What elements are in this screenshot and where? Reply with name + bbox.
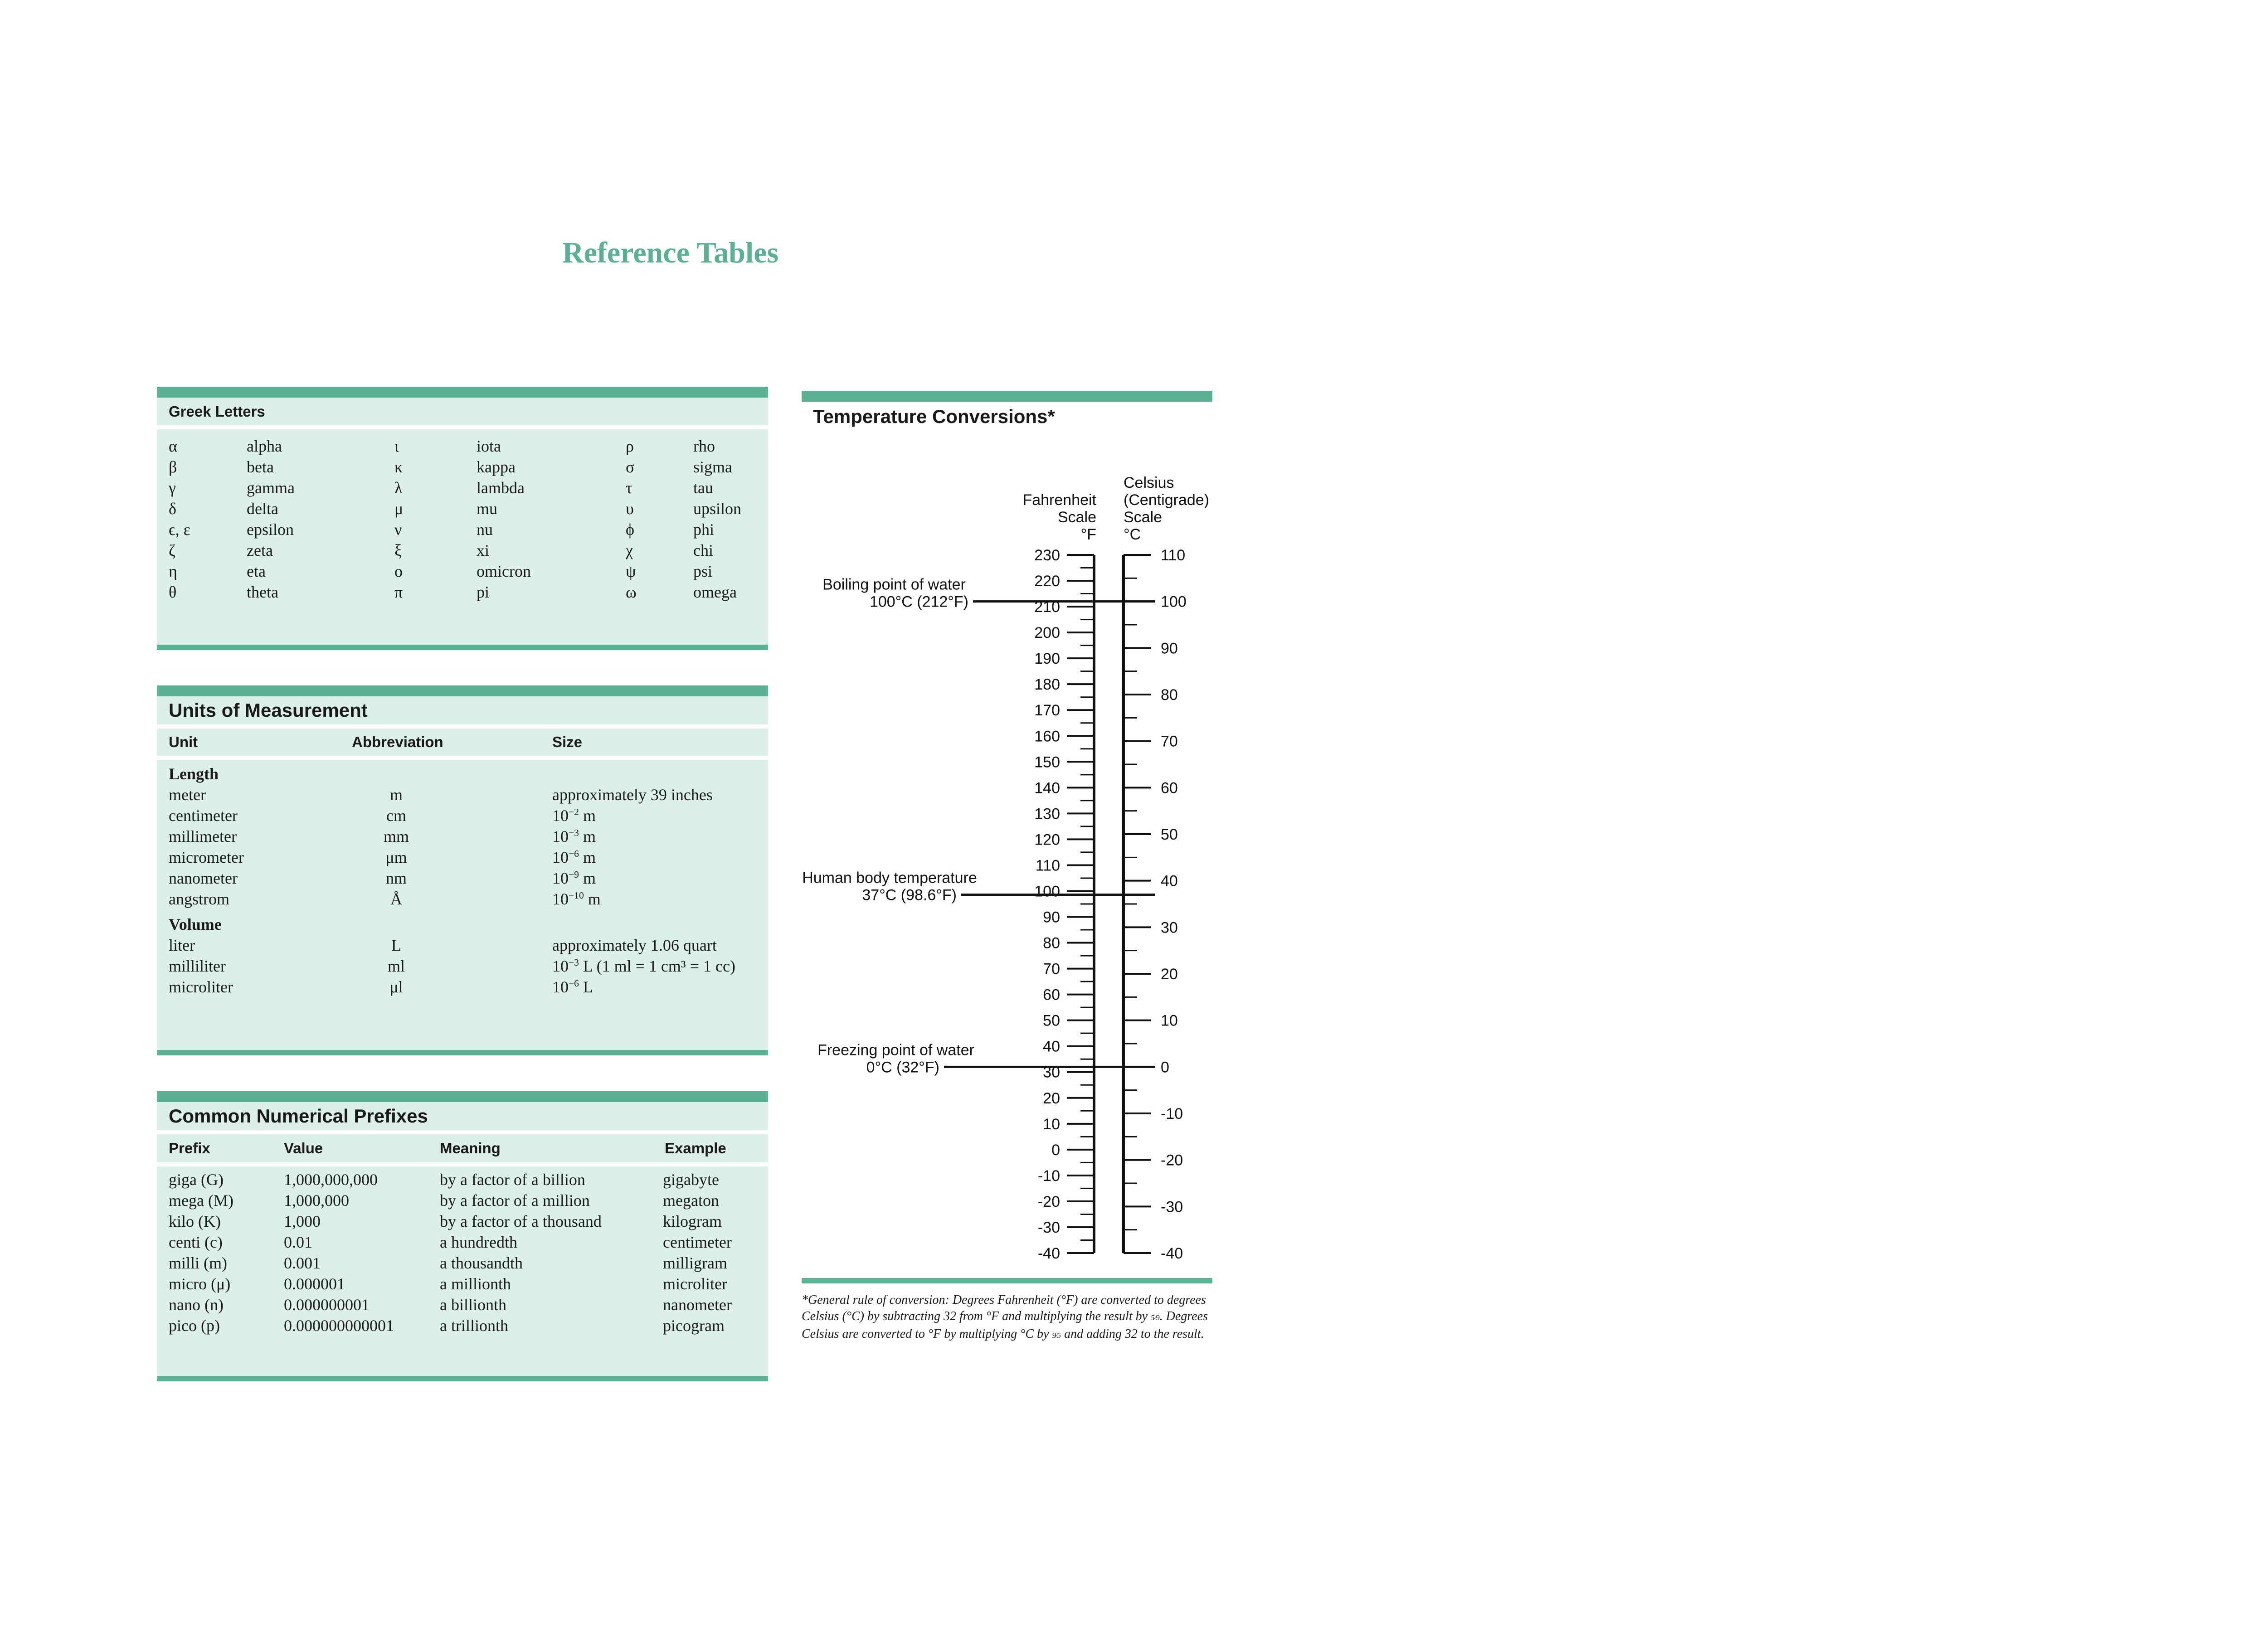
- prefixes-header-example: Example: [665, 1140, 726, 1156]
- greek-symbol: ϵ, ε: [169, 520, 190, 539]
- units-size-unit: m: [579, 807, 596, 825]
- celsius-tick-label: 90: [1161, 640, 1178, 657]
- prefixes-title: Common Numerical Prefixes: [169, 1105, 428, 1127]
- prefix-example: picogram: [663, 1317, 725, 1335]
- units-abbreviation: m: [389, 786, 403, 804]
- greek-name: kappa: [477, 458, 516, 476]
- units-unit: liter: [169, 936, 195, 954]
- celsius-tick-label: -30: [1161, 1198, 1183, 1216]
- greek-symbol: λ: [394, 479, 403, 497]
- footnote-part-3: and adding 32 to the result.: [1061, 1327, 1204, 1341]
- prefix-example: microliter: [663, 1275, 727, 1293]
- prefix-value: 1,000,000: [284, 1191, 349, 1210]
- fahrenheit-tick-label: 150: [1034, 753, 1060, 771]
- prefix-example: centimeter: [663, 1233, 732, 1251]
- greek-symbol: δ: [169, 500, 176, 518]
- prefix-meaning: a millionth: [440, 1275, 511, 1293]
- celsius-tick-label: 30: [1161, 919, 1178, 937]
- prefix-example: nanometer: [663, 1296, 732, 1314]
- fahrenheit-tick-label: -40: [1037, 1245, 1060, 1262]
- greek-name: eta: [247, 562, 266, 580]
- prefix-name: nano (n): [169, 1296, 224, 1314]
- celsius-tick-label: 60: [1161, 779, 1178, 797]
- greek-name: sigma: [693, 458, 732, 476]
- prefix-name: milli (m): [169, 1254, 227, 1272]
- units-size-exponent: −3: [569, 957, 579, 968]
- units-unit: microliter: [169, 978, 233, 996]
- greek-name: alpha: [247, 437, 282, 455]
- fahrenheit-tick-label: 230: [1034, 547, 1060, 564]
- celsius-tick-label: 40: [1161, 872, 1178, 890]
- fahrenheit-tick-label: 50: [1043, 1012, 1060, 1030]
- celsius-tick-label: -20: [1161, 1152, 1183, 1169]
- fahrenheit-header-line: Fahrenheit: [1022, 491, 1096, 509]
- greek-symbol: ο: [394, 562, 403, 580]
- celsius-tick-label: 70: [1161, 733, 1178, 750]
- prefix-value: 0.000000000001: [284, 1317, 394, 1335]
- fahrenheit-tick-label: 100: [1034, 883, 1060, 900]
- units-size-exponent: −6: [569, 978, 579, 989]
- prefix-name: mega (M): [169, 1191, 234, 1210]
- celsius-tick-label: 80: [1161, 686, 1178, 704]
- reference-label-line2: 100°C (212°F): [869, 593, 968, 611]
- footnote-part-2: . Degrees Celsius are converted to °F by multiplying °C by: [802, 1309, 1208, 1341]
- units-size-base: 10: [552, 978, 569, 996]
- units-size-base: approximately 39 inches: [552, 786, 713, 804]
- prefix-meaning: a billionth: [440, 1296, 506, 1314]
- celsius-tick-label: 110: [1161, 547, 1186, 564]
- prefix-example: milligram: [663, 1254, 727, 1272]
- units-title: Units of Measurement: [169, 700, 368, 721]
- units-size-base: 10: [552, 848, 569, 866]
- greek-symbol: μ: [394, 500, 404, 518]
- units-header-abbreviation: Abbreviation: [352, 734, 443, 750]
- units-size-exponent: −9: [569, 869, 579, 880]
- units-size-base: 10: [552, 957, 569, 975]
- units-unit: angstrom: [169, 890, 229, 908]
- celsius-tick-label: -40: [1161, 1245, 1183, 1262]
- greek-name: epsilon: [247, 520, 294, 539]
- celsius-tick-label: 100: [1161, 593, 1187, 611]
- greek-name: psi: [693, 562, 713, 580]
- fahrenheit-tick-label: 180: [1034, 676, 1060, 694]
- prefix-value: 0.001: [284, 1254, 321, 1272]
- units-unit: nanometer: [169, 869, 238, 887]
- fahrenheit-tick-label: 30: [1043, 1064, 1060, 1081]
- fahrenheit-tick-label: 140: [1034, 779, 1060, 797]
- greek-name: xi: [477, 541, 490, 559]
- greek-title: Greek Letters: [169, 403, 265, 420]
- fahrenheit-tick-label: 190: [1034, 650, 1060, 668]
- greek-name: zeta: [247, 541, 273, 559]
- prefix-value: 0.000000001: [284, 1296, 370, 1314]
- prefix-meaning: by a factor of a thousand: [440, 1212, 602, 1230]
- greek-symbol: κ: [394, 458, 403, 476]
- fahrenheit-tick-label: 130: [1034, 805, 1060, 823]
- celsius-header-line: Celsius: [1124, 474, 1174, 491]
- units-abbreviation: L: [391, 936, 401, 954]
- prefix-value: 0.01: [284, 1233, 312, 1251]
- reference-label-line1: Human body temperature: [802, 869, 977, 887]
- reference-label-line2: 0°C (32°F): [866, 1059, 939, 1076]
- greek-name: pi: [477, 583, 490, 601]
- footnote-fraction-5-9: 5⁄9: [1151, 1313, 1160, 1322]
- fahrenheit-tick-label: 210: [1034, 598, 1060, 616]
- fahrenheit-tick-label: 10: [1043, 1115, 1060, 1133]
- greek-name: delta: [247, 500, 278, 518]
- greek-symbol: ρ: [626, 437, 634, 455]
- celsius-header-line: Scale: [1124, 509, 1163, 526]
- celsius-tick-label: 0: [1161, 1059, 1169, 1076]
- greek-symbol: ξ: [394, 541, 402, 559]
- units-section-length: Length: [169, 765, 219, 783]
- reference-label-line2: 37°C (98.6°F): [862, 886, 957, 904]
- greek-symbol: ν: [394, 520, 402, 539]
- fahrenheit-tick-label: 70: [1043, 960, 1060, 978]
- fahrenheit-header-line: Scale: [1057, 509, 1096, 526]
- prefix-value: 1,000: [284, 1212, 321, 1230]
- fahrenheit-tick-label: -10: [1037, 1167, 1060, 1185]
- footnote-part-1: *General rule of conversion: Degrees Fahrenheit (°F) are converted to degrees Celsius (°C) by subtracting 32 from °F and multiplying the result by: [802, 1293, 1206, 1323]
- greek-symbol: χ: [626, 541, 633, 559]
- celsius-tick-label: 50: [1161, 826, 1178, 843]
- prefix-name: pico (p): [169, 1317, 220, 1335]
- units-size-exponent: −10: [569, 890, 584, 901]
- units-header-size: Size: [552, 734, 583, 750]
- prefix-name: kilo (K): [169, 1212, 221, 1230]
- greek-name: theta: [247, 583, 278, 601]
- units-size-unit: m: [579, 848, 596, 866]
- fahrenheit-tick-label: 90: [1043, 909, 1060, 926]
- units-section-volume: Volume: [169, 915, 222, 933]
- units-abbreviation: μm: [385, 848, 407, 866]
- celsius-tick-label: -10: [1161, 1105, 1183, 1122]
- greek-name: rho: [693, 437, 715, 455]
- fahrenheit-tick-label: 60: [1043, 986, 1060, 1004]
- units-abbreviation: μl: [389, 978, 403, 996]
- prefix-example: kilogram: [663, 1212, 722, 1230]
- greek-name: phi: [693, 520, 715, 539]
- greek-symbol: ψ: [626, 562, 636, 580]
- units-abbreviation: cm: [386, 807, 406, 825]
- fahrenheit-tick-label: 160: [1034, 728, 1060, 745]
- fahrenheit-tick-label: -30: [1037, 1219, 1060, 1236]
- units-size-base: approximately 1.06 quart: [552, 936, 717, 954]
- units-size-base: 10: [552, 807, 569, 825]
- units-size-base: 10: [552, 890, 569, 908]
- units-abbreviation: ml: [387, 957, 405, 975]
- fahrenheit-tick-label: 170: [1034, 702, 1060, 719]
- prefix-value: 1,000,000,000: [284, 1171, 378, 1189]
- page-title: Reference Tables: [562, 236, 779, 269]
- prefix-meaning: a trillionth: [440, 1317, 508, 1335]
- greek-name: omega: [693, 583, 737, 601]
- prefix-example: megaton: [663, 1191, 719, 1210]
- units-size-base: 10: [552, 869, 569, 887]
- units-unit: milliliter: [169, 957, 226, 975]
- greek-symbol: τ: [626, 479, 632, 497]
- greek-name: gamma: [247, 479, 295, 497]
- units-unit: meter: [169, 786, 206, 804]
- fahrenheit-tick-label: 120: [1034, 831, 1060, 849]
- celsius-tick-label: 20: [1161, 966, 1178, 983]
- prefix-name: giga (G): [169, 1171, 224, 1189]
- prefix-meaning: by a factor of a million: [440, 1191, 590, 1210]
- fahrenheit-tick-label: 20: [1043, 1089, 1060, 1107]
- units-abbreviation: Å: [390, 890, 402, 908]
- greek-symbol: ι: [394, 437, 399, 455]
- units-abbreviation: mm: [383, 827, 409, 845]
- celsius-header-line: (Centigrade): [1124, 491, 1209, 509]
- prefix-name: micro (μ): [169, 1275, 231, 1293]
- units-size-base: 10: [552, 827, 569, 845]
- units-unit: micrometer: [169, 848, 244, 866]
- prefix-meaning: a hundredth: [440, 1233, 517, 1251]
- fahrenheit-tick-label: 220: [1034, 573, 1060, 590]
- greek-symbol: ϕ: [626, 520, 634, 539]
- greek-name: tau: [693, 479, 713, 497]
- units-size-unit: m: [579, 869, 596, 887]
- prefixes-header-value: Value: [284, 1140, 323, 1156]
- units-size-exponent: −6: [569, 848, 579, 859]
- prefixes-header-prefix: Prefix: [169, 1140, 210, 1156]
- units-header-unit: Unit: [169, 734, 198, 750]
- fahrenheit-tick-label: 80: [1043, 934, 1060, 952]
- units-size-unit: m: [584, 890, 601, 908]
- units-size-unit: L (1 ml = 1 cm³ = 1 cc): [579, 957, 735, 975]
- greek-name: nu: [477, 520, 493, 539]
- greek-symbol: η: [169, 562, 177, 580]
- greek-symbol: α: [169, 437, 177, 455]
- fahrenheit-header-line: °F: [1080, 526, 1096, 543]
- units-unit: millimeter: [169, 827, 237, 845]
- greek-symbol: β: [169, 458, 177, 476]
- greek-symbol: π: [394, 583, 403, 601]
- units-unit: centimeter: [169, 807, 238, 825]
- greek-symbol: γ: [169, 479, 176, 497]
- fahrenheit-tick-label: 40: [1043, 1038, 1060, 1055]
- greek-symbol: υ: [626, 500, 634, 518]
- celsius-header-line: °C: [1124, 526, 1141, 543]
- greek-name: beta: [247, 458, 274, 476]
- greek-name: chi: [693, 541, 713, 559]
- greek-symbol: θ: [169, 583, 177, 601]
- prefix-name: centi (c): [169, 1233, 223, 1251]
- greek-name: lambda: [477, 479, 525, 497]
- prefix-example: gigabyte: [663, 1171, 719, 1189]
- units-size-unit: m: [579, 827, 596, 845]
- temperature-title: Temperature Conversions*: [813, 406, 1055, 427]
- greek-name: omicron: [477, 562, 531, 580]
- fahrenheit-tick-label: 200: [1034, 624, 1060, 642]
- greek-symbol: ζ: [169, 541, 175, 559]
- fahrenheit-tick-label: 110: [1035, 857, 1060, 875]
- prefix-meaning: a thousandth: [440, 1254, 523, 1272]
- prefix-value: 0.000001: [284, 1275, 345, 1293]
- celsius-tick-label: 10: [1161, 1012, 1178, 1030]
- reference-label-line1: Freezing point of water: [817, 1041, 974, 1059]
- greek-name: iota: [477, 437, 501, 455]
- fahrenheit-tick-label: -20: [1037, 1193, 1060, 1210]
- greek-name: mu: [477, 500, 498, 518]
- greek-symbol: σ: [626, 458, 635, 476]
- reference-label-line1: Boiling point of water: [822, 576, 966, 593]
- prefixes-header-meaning: Meaning: [440, 1140, 501, 1156]
- units-size-unit: L: [579, 978, 593, 996]
- units-size-exponent: −3: [569, 827, 579, 838]
- temperature-footnote: [802, 1292, 1210, 1344]
- greek-name: upsilon: [693, 500, 742, 518]
- fahrenheit-tick-label: 0: [1051, 1141, 1060, 1159]
- units-size-exponent: −2: [569, 807, 579, 817]
- footnote-fraction-9-5: 9⁄5: [1052, 1331, 1061, 1340]
- units-abbreviation: nm: [385, 869, 407, 887]
- temperature-bottom-bar: [802, 1278, 1212, 1283]
- greek-symbol: ω: [626, 583, 637, 601]
- prefix-meaning: by a factor of a billion: [440, 1171, 585, 1189]
